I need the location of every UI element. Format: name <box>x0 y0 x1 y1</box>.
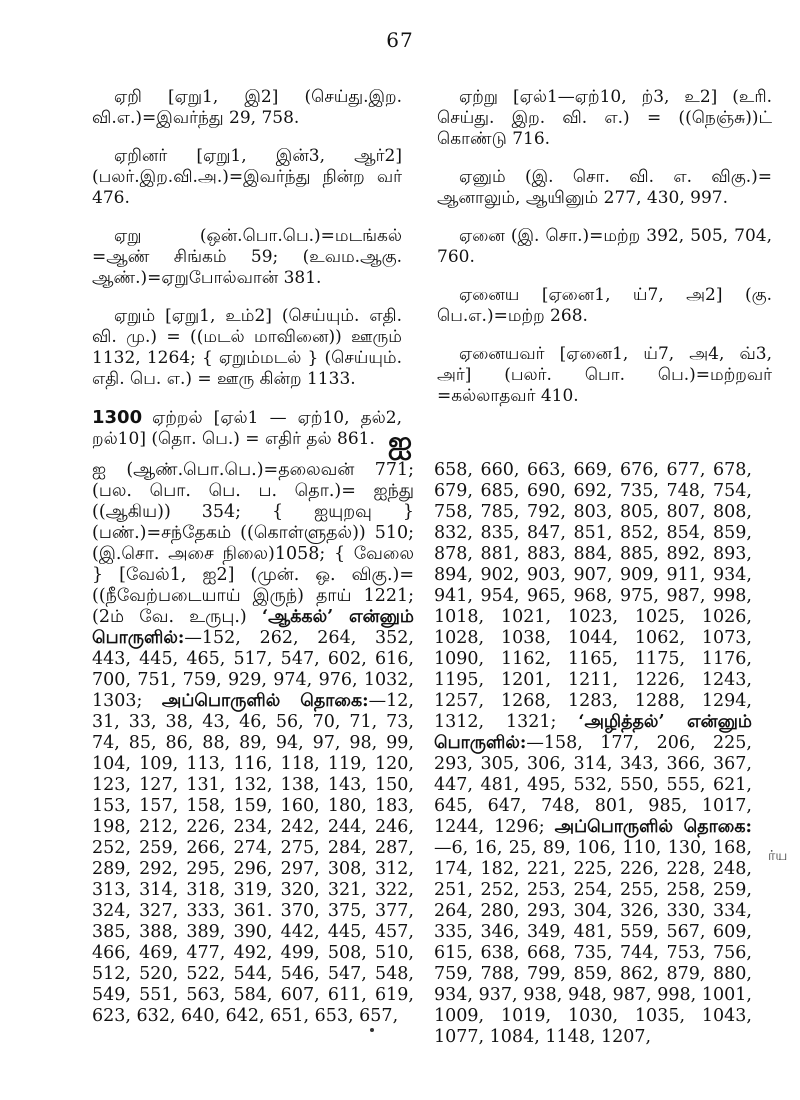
verse-numbers: —12, 31, 33, 38, 43, 46, 56, 70, 71, 73, 74, 85, 86, 88, 89, 94, 97, 98, 99, 104, 109, 113, 116, 118, 119, 120, 123, 127, 131, 132, 138, 143, 150, 153, 157, 158, 159, 160, 180, 183, 198, 212, 226, 234, 242, 244, 246, 252, 259, 266, 274, 275, 284, 287, 289, 292, 295, 296, 297, 308, 312, 313, 314, 318, 319, 320, 321, 322, 324, 327, 333, 361. 370, 375, 377, 385, 388, 389, 390, 442, 445, 457, 466, 469, 477, 492, 499, 508, 510, 512, 520, 522, 544, 546, 547, 548, 549, 551, 563, 584, 607, 611, 619, 623, 632, 640, 642, 651, 653, 657, <box>92 691 414 1026</box>
verse-numbers: —152, 262, 264, 352, 443, 445, 465, 517, 547, 602, 616, 700, 751, 759, 929, 974, 976, 1032, 1303; <box>92 628 414 711</box>
section-heading: ஐ <box>387 425 413 460</box>
entry-text: ஏற்றல் [ஏல்1 — ஏற்10, தல்2, றல்10] (தொ. பெ.) = எதிர் தல் 861. <box>92 408 402 449</box>
compound-heading: அப்பொருளில் தொகை: <box>554 817 752 837</box>
page-number: 67 <box>386 28 414 52</box>
entry-number-marker: 1300 <box>92 407 143 428</box>
top-left-column <box>92 70 402 462</box>
dictionary-entry: ஏனைய [ஏனை1, ய்7, அ2] (கு. பெ.எ.)=மற்ற 268. <box>437 285 772 326</box>
dictionary-entry: ஏனும் (இ. சொ. வி. எ. விகு.)= ஆனாலும், ஆயினும் 277, 430, 997. <box>437 167 772 208</box>
verse-numbers: —158, 177, 206, 225, 293, 305, 306, 314, 343, 366, 367, 447, 481, 495, 532, 550, 555, 621, 645, 647, 748, 801, 985, 1017, 1244, 1296; <box>434 733 752 837</box>
entry-intro: ஐ (ஆண்.பொ.பெ.)=தலைவன் 771; (பல. பொ. பெ. ப. தொ.)= ஐந்து ((ஆகிய)) 354; { ஐயுறவு } (பண்.)=சந்தேகம் ((கொள்ளுதல்)) 510; (இ.சொ. அசை நிலை)1058; { வேலை } [வேல்1, ஐ2] (முன். ஒ. விகு.)=((நீவேற்படையாய் இருந்) தாய் 1221; (2ம் வே. உருபு.) <box>92 460 414 627</box>
bottom-left-column <box>92 460 414 1027</box>
dictionary-entry: ஏற்று [ஏல்1—ஏற்10, ற்3, உ2] (உரி. செய்து. இற. வி. எ.) = ((நெஞ்சு))ட் கொண்டு 716. <box>437 87 772 149</box>
verse-numbers: 658, 660, 663, 669, 676, 677, 678, 679, 685, 690, 692, 735, 748, 754, 758, 785, 792, 803, 805, 807, 808, 832, 835, 847, 851, 852, 854, 859, 878, 881, 883, 884, 885, 892, 893, 894, 902, 903, 907, 909, 911, 934, 941, 954, 965, 968, 975, 987, 998, 1018, 1021, 1023, 1025, 1026, 1028, 1038, 1044, 1062, 1073, 1090, 1162, 1165, 1175, 1176, 1195, 1201, 1211, 1226, 1243, 1257, 1268, 1283, 1288, 1294, 1312, 1321; <box>434 460 752 732</box>
dictionary-entry: ஏறினர் [ஏறு1, இன்3, ஆர்2] (பலர்.இற.வி.அ.)=இவர்ந்து நின்ற வர் 476. <box>92 146 402 208</box>
compound-heading: அப்பொருளில் தொகை: <box>161 691 369 711</box>
sense-heading: ‘அழித்தல்’ என்னும் பொருளில்: <box>434 712 752 753</box>
dictionary-entry: ஏறு (ஒன்.பொ.பெ.)=மடங்கல் =ஆண் சிங்கம் 59; (உவம.ஆகு. ஆண்.)=ஏறுபோல்வான் 381. <box>92 226 402 288</box>
margin-mark: ர்ய <box>768 848 788 864</box>
bottom-right-column <box>434 460 752 1048</box>
dictionary-entry: ஏறும் [ஏறு1, உம்2] (செய்யும். எதி. வி. மு.) = ((மடல் மாவினை)) ஊரும் 1132, 1264; { ஏறும்மடல் } (செய்யும். எதி. பெ. எ.) = ஊரு கின்ற 1133. <box>92 306 402 389</box>
ink-dot <box>370 1028 374 1032</box>
verse-numbers: —6, 16, 25, 89, 106, 110, 130, 168, 174, 182, 221, 225, 226, 228, 248, 251, 252, 253, 254, 255, 258, 259, 264, 280, 293, 304, 326, 330, 334, 335, 346, 349, 481, 559, 567, 609, 615, 638, 668, 735, 744, 753, 756, 759, 788, 799, 859, 862, 879, 880, 934, 937, 938, 948, 987, 998, 1001, 1009, 1019, 1030, 1035, 1043, 1077, 1084, 1148, 1207, <box>434 838 752 1047</box>
dictionary-entry: ஏறி [ஏறு1, இ2] (செய்து.இற. வி.எ.)=இவர்ந்து 29, 758. <box>92 87 402 128</box>
dictionary-entry: ஏனையவர் [ஏனை1, ய்7, அ4, வ்3, அர்] (பலர். பொ. பெ.)=மற்றவர் =கல்லாதவர் 410. <box>437 344 772 406</box>
top-right-column <box>437 70 772 419</box>
dictionary-entry: ஏனை (இ. சொ.)=மற்ற 392, 505, 704, 760. <box>437 226 772 267</box>
sense-heading: ‘ஆக்கல்’ என்னும் பொருளில்: <box>92 607 414 648</box>
